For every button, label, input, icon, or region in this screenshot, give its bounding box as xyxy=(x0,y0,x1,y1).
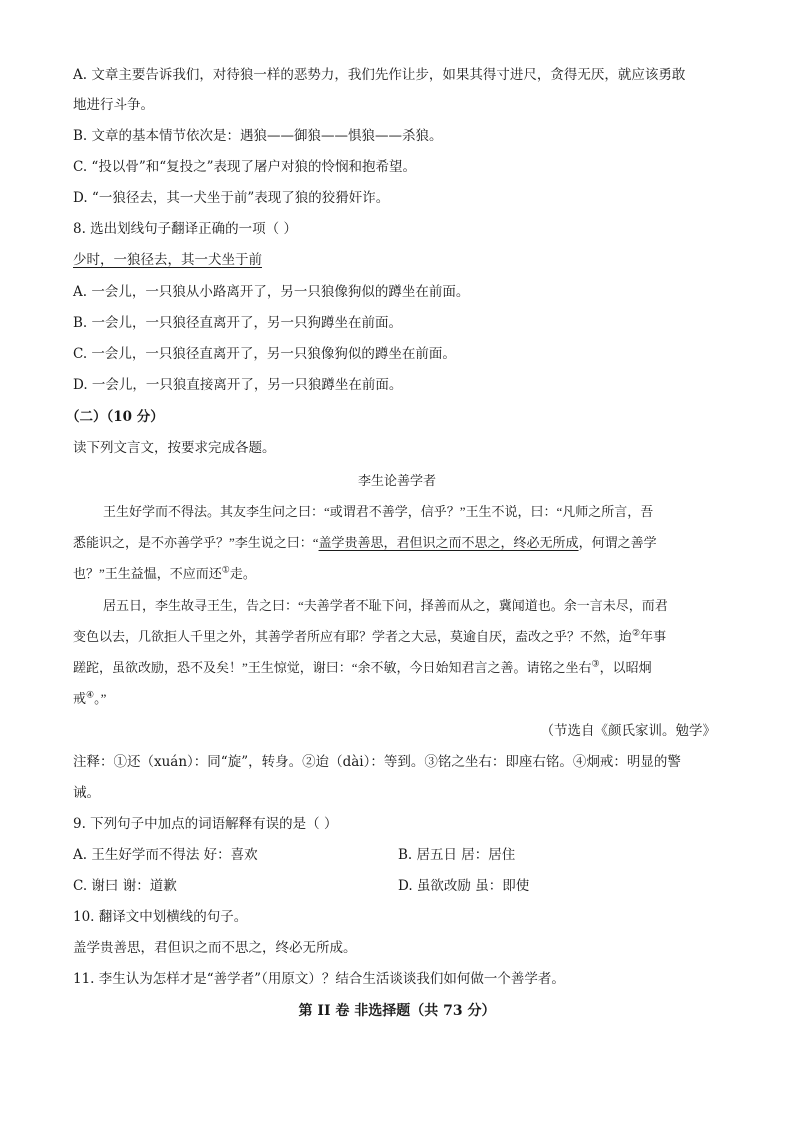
q11-stem: 11. 李生认为怎样才是“善学者”（用原文）？结合生活谈谈我们如何做一个善学者。 xyxy=(73,971,565,987)
note-marker: ④ xyxy=(86,689,95,700)
underlined-sentence: 盖学贵善思，君但识之而不思之，终必无所成 xyxy=(318,535,579,550)
passage-p2-line3 xyxy=(73,659,652,677)
q7-option-a-line1: A. 文章主要告诉我们，对待狼一样的恶势力，我们先作让步，如果其得寸进尺，贪得无厌，就应该勇敢 xyxy=(73,67,686,83)
passage-text: 悉能识之，是不亦善学乎？”李生说之曰：“ xyxy=(73,535,319,550)
passage-p2-line4 xyxy=(73,690,106,708)
passage-source: （节选自《颜氏家训。勉学》 xyxy=(540,723,716,739)
section2-instruction: 读下列文言文，按要求完成各题。 xyxy=(73,440,276,456)
section2-heading: （二）（10 分） xyxy=(66,409,164,425)
passage-text: 年事 xyxy=(640,629,667,644)
q7-option-b: B. 文章的基本情节依次是：遇狼——御狼——惧狼——杀狼。 xyxy=(73,128,443,144)
note-marker: ③ xyxy=(591,658,600,669)
passage-text: ，以昭炯 xyxy=(599,660,652,675)
notes-line2: 诫。 xyxy=(73,785,100,801)
part2-heading: 第 II 卷 非选择题（共 73 分） xyxy=(298,1003,496,1019)
q10-sentence: 盖学贵善思，君但识之而不思之，终必无所成。 xyxy=(73,940,357,956)
passage-p2-line1: 居五日，李生故寻王生，告之曰：“夫善学者不耻下问，择善而从之，冀闻道也。余一言未尽，而君 xyxy=(103,598,668,613)
q8-sentence: 少时，一狼径去，其一犬坐于前 xyxy=(73,252,262,268)
q7-option-d: D. “一狼径去，其一犬坐于前”表现了狼的狡猾奸诈。 xyxy=(73,190,390,206)
note-marker: ② xyxy=(632,627,641,638)
q9-stem: 9. 下列句子中加点的词语解释有误的是（ ） xyxy=(73,816,338,832)
passage-p1-line1: 王生好学而不得法。其友李生问之曰：“或谓君不善学，信乎？”王生不说，曰：“凡师之所言，吾 xyxy=(103,504,654,519)
q8-stem: 8. 选出划线句子翻译正确的一项（ ） xyxy=(73,221,297,237)
q8-option-b: B. 一会儿，一只狼径直离开了，另一只狗蹲坐在前面。 xyxy=(73,315,403,331)
passage-text: 走。 xyxy=(229,566,256,581)
passage-text: 戒 xyxy=(73,691,87,706)
passage-text: 也？”王生益愠，不应而还 xyxy=(73,566,222,581)
note-marker: ① xyxy=(221,564,230,575)
q8-option-d: D. 一会儿，一只狼直接离开了，另一只狼蹲坐在前面。 xyxy=(73,377,403,393)
q8-option-a: A. 一会儿，一只狼从小路离开了，另一只狼像狗似的蹲坐在前面。 xyxy=(73,284,470,300)
q9-option-b: B. 居五日 居：居住 xyxy=(398,847,516,863)
passage-text: 变色以去，几欲拒人千里之外，其善学者所应有耶？学者之大忌，莫逾自厌，盍改之乎？不然，迨 xyxy=(73,629,633,644)
q8-option-c: C. 一会儿，一只狼径直离开了，另一只狼像狗似的蹲坐在前面。 xyxy=(73,346,456,362)
passage-p1-line3 xyxy=(73,565,256,583)
q9-option-d: D. 虽欲改励 虽：即使 xyxy=(398,878,530,894)
passage-text: ，何谓之善学 xyxy=(578,535,657,550)
passage-p1-line2 xyxy=(73,534,657,552)
passage-text: 蹉跎，虽欲改励，恐不及矣！”王生惊觉，谢曰：“余不敏，今日始知君言之善。请铭之坐右 xyxy=(73,660,592,675)
q7-option-c: C. “投以骨”和“复投之”表现了屠户对狼的怜悯和抱希望。 xyxy=(73,159,417,175)
passage-text: 。” xyxy=(94,691,107,706)
q9-option-a: A. 王生好学而不得法 好：喜欢 xyxy=(73,847,258,863)
passage-p2-line2 xyxy=(73,628,666,646)
passage-title: 李生论善学者 xyxy=(357,473,436,488)
q7-option-a-line2: 地进行斗争。 xyxy=(73,97,154,113)
notes-line1: 注释：①还（xuán）：同“旋”，转身。②迨（dài）：等到。③铭之坐右：即座右铭。④炯戒：明显的警 xyxy=(73,754,681,770)
q9-option-c: C. 谢曰 谢：道歉 xyxy=(73,878,177,894)
q10-stem: 10. 翻译文中划横线的句子。 xyxy=(73,909,248,925)
